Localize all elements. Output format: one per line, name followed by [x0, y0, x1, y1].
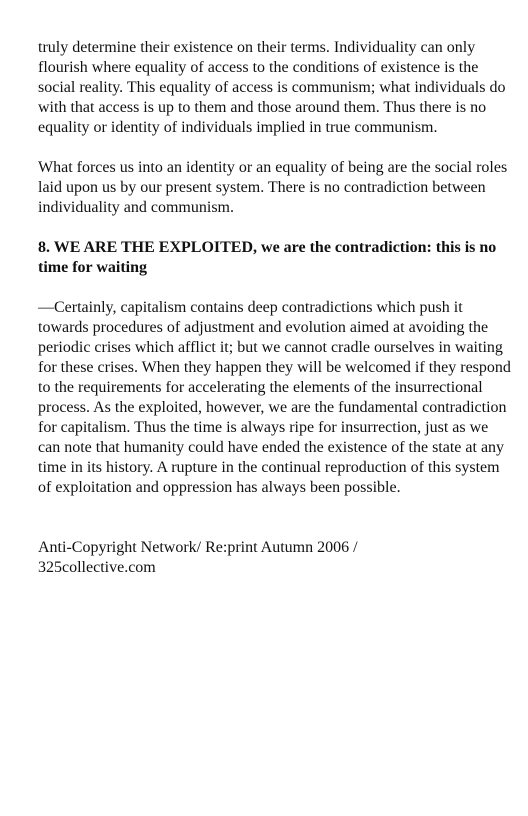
body-paragraph-social-roles: What forces us into an identity or an equality of being are the social roles laid upon us by our present system. There is no contradiction between individuality and communism. — [38, 159, 508, 216]
paragraph-spacer — [38, 138, 512, 158]
footer-website: 325collective.com — [38, 559, 156, 576]
paragraph-spacer — [38, 218, 512, 238]
section-heading: 8. WE ARE THE EXPLOITED, we are the contradiction: this is no time for waiting — [38, 239, 497, 276]
document-page — [38, 38, 512, 578]
footer-credit-line: Anti-Copyright Network/ Re:print Autumn 2006 / — [38, 539, 358, 556]
footer-spacer — [38, 498, 512, 538]
paragraph-spacer — [38, 278, 512, 298]
body-paragraph-capitalism: —Certainly, capitalism contains deep contradictions which push it towards procedures of adjustment and evolution aimed at avoiding the periodic crises which afflict it; but we cannot cradle ourselves in waiting for these crises. When they happen they will be welcomed if they respond to the requirements for accelerating the elements of the insurrectional process. As the exploited, however, we are the fundamental contradiction for capitalism. Thus the time is always ripe for insurrection, just as we can note that humanity could have ended the existence of the state at any time in its history. A rupture in the continual reproduction of this system of exploitation and oppression has always been possible. — [38, 299, 511, 496]
body-paragraph-individuality: truly determine their existence on their terms. Individuality can only flourish where equality of access to the conditions of existence is the social reality. This equality of access is communism; what individuals do with that access is up to them and those around them. Thus there is no equality or identity of individuals implied in true communism. — [38, 39, 506, 136]
